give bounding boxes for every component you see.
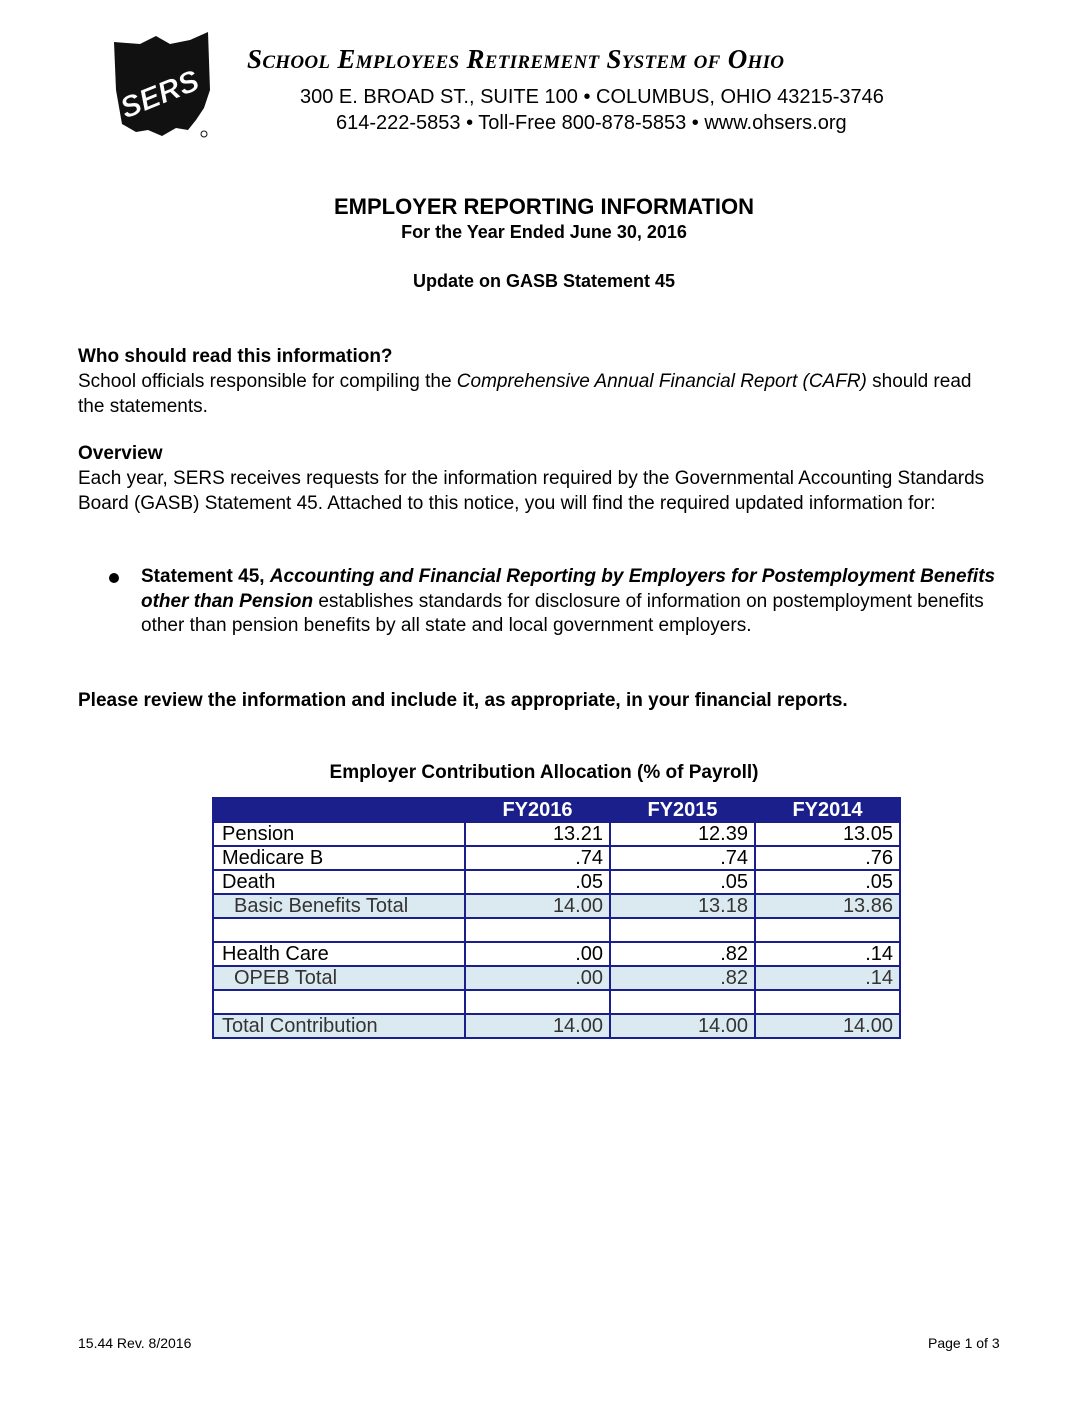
cell-value: 13.21 (465, 822, 610, 846)
spacer-row (213, 990, 900, 1014)
cell-value: .76 (755, 846, 900, 870)
sers-ohio-logo (112, 30, 212, 140)
cell-value: 14.00 (610, 1014, 755, 1038)
who-paragraph (78, 369, 978, 419)
cell-value: .00 (465, 942, 610, 966)
cell-value: 13.18 (610, 894, 755, 918)
bullet-marker (109, 573, 119, 583)
contribution-allocation-table (212, 797, 901, 1039)
overview-heading: Overview (78, 443, 163, 464)
overview-paragraph: Each year, SERS receives requests for the information required by the Governmental Accounting Standards Board (GASB) Statement 45. Attached to this notice, you will find the required updated information for: (78, 468, 985, 514)
who-heading: Who should read this information? (78, 346, 393, 367)
bullet-description: establishes standards for disclosure of information on postemployment benefits other than pension benefits by all state and local government employers. (141, 590, 984, 636)
row-label (213, 990, 465, 1014)
cell-value (465, 918, 610, 942)
cell-value: .05 (465, 870, 610, 894)
row-label: Total Contribution (213, 1014, 465, 1038)
logo-lettering: SERS (115, 64, 204, 126)
column-header (213, 798, 465, 822)
cell-value: .05 (755, 870, 900, 894)
row-label: Pension (213, 822, 465, 846)
cell-value (610, 990, 755, 1014)
cafr-title: Comprehensive Annual Financial Report (CAFR) (456, 371, 867, 392)
organization-name-text: School Employees Retirement System of Ohio (247, 44, 785, 74)
row-label (213, 918, 465, 942)
cell-value: .14 (755, 966, 900, 990)
cell-value: .82 (610, 966, 755, 990)
cell-value (465, 990, 610, 1014)
topic-heading: Update on GASB Statement 45 (412, 271, 676, 291)
table-title: Employer Contribution Allocation (% of Payroll) (329, 762, 759, 783)
who-text-end: should read the statements. (78, 371, 972, 417)
cell-value: 14.00 (465, 1014, 610, 1038)
contact-line: 614-222-5853 • Toll-Free 800-878-5853 • www.ohsers.org (336, 112, 847, 134)
cell-value (610, 918, 755, 942)
table-row (213, 846, 900, 870)
subtotal-row (213, 894, 900, 918)
cell-value (755, 918, 900, 942)
spacer-row (213, 918, 900, 942)
row-label: Death (213, 870, 465, 894)
row-label: Health Care (213, 942, 465, 966)
column-header: FY2014 (755, 798, 900, 822)
row-label: Basic Benefits Total (213, 894, 465, 918)
bullet-item-statement-45 (141, 565, 1031, 639)
cell-value: 13.05 (755, 822, 900, 846)
review-note: Please review the information and include it, as appropriate, in your financial reports. (78, 690, 848, 711)
cell-value: 12.39 (610, 822, 755, 846)
table-row (213, 822, 900, 846)
cell-value: .00 (465, 966, 610, 990)
column-header: FY2016 (465, 798, 610, 822)
total-row (213, 1014, 900, 1038)
subtotal-row (213, 966, 900, 990)
who-text-start: School officials responsible for compiling the (78, 371, 457, 392)
cell-value: 14.00 (465, 894, 610, 918)
organization-name (247, 44, 1007, 75)
page-subtitle: For the Year Ended June 30, 2016 (401, 222, 687, 242)
cell-value (755, 990, 900, 1014)
cell-value: .14 (755, 942, 900, 966)
bullet-lead: Statement 45, (141, 566, 270, 587)
cell-value: .74 (610, 846, 755, 870)
cell-value: .05 (610, 870, 755, 894)
table-header-row (213, 798, 900, 822)
cell-value: 13.86 (755, 894, 900, 918)
table-row (213, 942, 900, 966)
page-number: Page 1 of 3 (928, 1335, 1000, 1351)
cell-value: .74 (465, 846, 610, 870)
column-header: FY2015 (610, 798, 755, 822)
cell-value: 14.00 (755, 1014, 900, 1038)
table-row (213, 870, 900, 894)
row-label: OPEB Total (213, 966, 465, 990)
address-line: 300 E. BROAD ST., SUITE 100 • COLUMBUS, OHIO 43215-3746 (300, 86, 884, 108)
form-revision: 15.44 Rev. 8/2016 (78, 1335, 192, 1351)
page-title: EMPLOYER REPORTING INFORMATION (333, 194, 755, 219)
bullet-statement-title: Accounting and Financial Reporting by Employers for Postemployment Benefits other than Pension (141, 566, 996, 612)
cell-value: .82 (610, 942, 755, 966)
row-label: Medicare B (213, 846, 465, 870)
